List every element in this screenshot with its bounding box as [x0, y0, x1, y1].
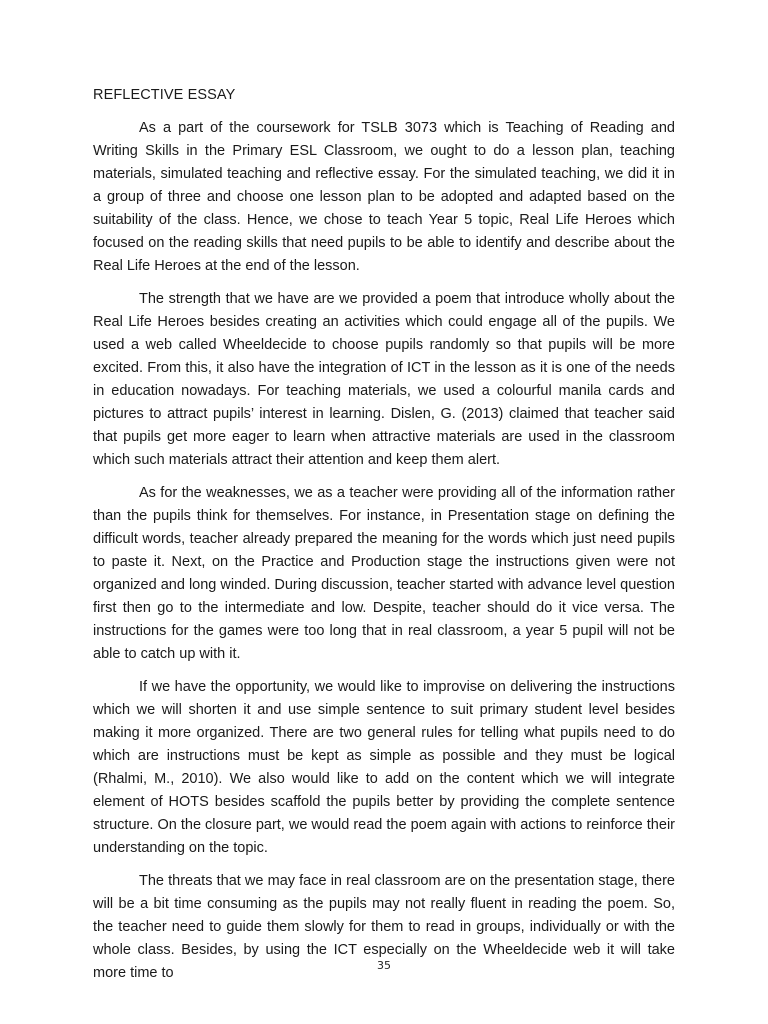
page-number: 35 — [377, 959, 391, 972]
paragraph-opportunities: If we have the opportunity, we would like to improvise on delivering the instructions which we will shorten it and use simple sentence to suit primary student level besides making it more organized. There are two general rules for telling what pupils need to do which are instructions must be kept as simple as possible and they must be logical (Rhalmi, M., 2010). We also would like to add on the content which we will integrate element of HOTS besides scaffold the pupils better by providing the complete sentence structure. On the closure part, we would read the poem again with actions to reinforce their understanding on the topic. — [93, 679, 675, 856]
essay-title: REFLECTIVE ESSAY — [93, 87, 236, 103]
essay-body — [93, 84, 675, 985]
paragraph-strengths: The strength that we have are we provided a poem that introduce wholly about the Real Life Heroes besides creating an activities which could engage all of the pupils. We used a web called Wheeldecide to choose pupils randomly so that pupils will be more excited. From this, it also have the integration of ICT in the lesson as it is one of the needs in education nowadays. For teaching materials, we used a colourful manila cards and pictures to attract pupils’ interest in learning. Dislen, G. (2013) claimed that teacher said that pupils get more eager to learn when attractive materials are used in the classroom which such materials attract their attention and keep them alert. — [93, 291, 675, 468]
paragraph-intro: As a part of the coursework for TSLB 3073 which is Teaching of Reading and Writing Skills in the Primary ESL Classroom, we ought to do a lesson plan, teaching materials, simulated teaching and reflective essay. For the simulated teaching, we did it in a group of three and choose one lesson plan to be adopted and adapted based on the suitability of the class. Hence, we chose to teach Year 5 topic, Real Life Heroes which focused on the reading skills that need pupils to be able to identify and describe about the Real Life Heroes at the end of the lesson. — [93, 120, 675, 274]
paragraph-weaknesses: As for the weaknesses, we as a teacher were providing all of the information rather than the pupils think for themselves. For instance, in Presentation stage on defining the difficult words, teacher already prepared the meaning for the words which just need pupils to paste it. Next, on the Practice and Production stage the instructions given were not organized and long winded. During discussion, teacher started with advance level question first then go to the intermediate and low. Despite, teacher should do it vice versa. The instructions for the games were too long that in real classroom, a year 5 pupil will not be able to catch up with it. — [93, 485, 675, 662]
paragraph-threats: The threats that we may face in real classroom are on the presentation stage, there will be a bit time consuming as the pupils may not really fluent in reading the poem. So, the teacher need to guide them slowly for them to read in groups, individually or with the whole class. Besides, by using the ICT especially on the Wheeldecide web it will take more time to — [93, 873, 675, 981]
